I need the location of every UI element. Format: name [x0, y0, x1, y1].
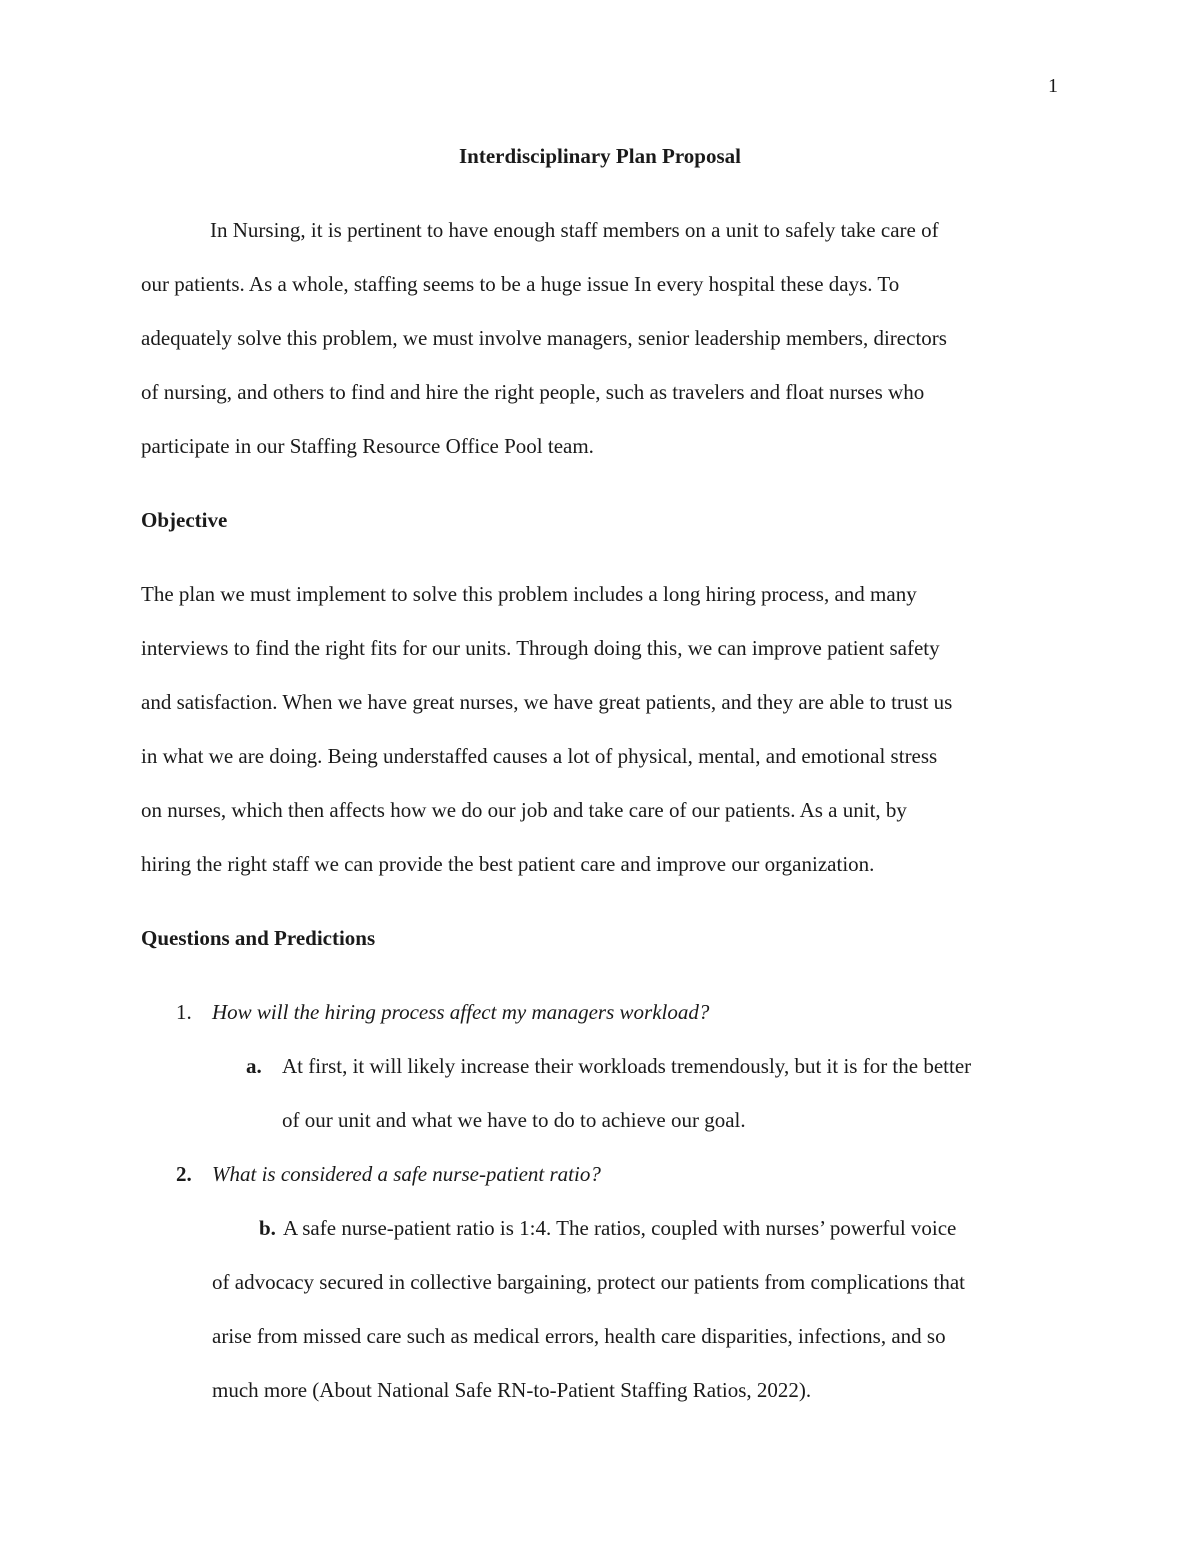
intro-line: our patients. As a whole, staffing seems to be a huge issue In every hospital these days. To — [141, 272, 900, 296]
intro-line: of nursing, and others to find and hire the right people, such as travelers and float nurses who — [141, 380, 925, 404]
objective-line: on nurses, which then affects how we do our job and take care of our patients. As a unit, by — [141, 798, 907, 822]
intro-line: In Nursing, it is pertinent to have enough staff members on a unit to safely take care of — [210, 218, 939, 242]
answer-line: A safe nurse-patient ratio is 1:4. The ratios, coupled with nurses’ powerful voice — [283, 1216, 957, 1240]
objective-line: The plan we must implement to solve this problem includes a long hiring process, and many — [141, 582, 917, 606]
objective-line: hiring the right staff we can provide the best patient care and improve our organization. — [141, 852, 875, 876]
objective-line: in what we are doing. Being understaffed causes a lot of physical, mental, and emotional stress — [141, 744, 938, 768]
page-number: 1 — [1048, 75, 1058, 97]
question-text: What is considered a safe nurse-patient ratio? — [212, 1162, 601, 1186]
answer-line: of our unit and what we have to do to achieve our goal. — [282, 1108, 746, 1132]
question-number: 2. — [176, 1162, 192, 1186]
answer-line: At first, it will likely increase their workloads tremendously, but it is for the better — [282, 1054, 972, 1078]
answer-line: of advocacy secured in collective bargaining, protect our patients from complications that — [212, 1270, 966, 1294]
answer-line: much more (About National Safe RN-to-Patient Staffing Ratios, 2022). — [212, 1378, 812, 1402]
question-number: 1. — [176, 1000, 192, 1024]
question-item — [176, 1160, 601, 1188]
answer-item — [246, 1052, 971, 1080]
answer-line: arise from missed care such as medical errors, health care disparities, infections, and so — [212, 1324, 946, 1348]
answer-item — [259, 1214, 956, 1242]
questions-heading: Questions and Predictions — [141, 926, 376, 950]
objective-line: interviews to find the right fits for our units. Through doing this, we can improve patient safety — [141, 636, 940, 660]
intro-line: participate in our Staffing Resource Office Pool team. — [141, 434, 594, 458]
answer-letter: a. — [246, 1054, 262, 1078]
answer-letter: b. — [259, 1216, 276, 1240]
objective-paragraph — [141, 567, 1061, 891]
objective-heading: Objective — [141, 508, 228, 532]
question-text: How will the hiring process affect my managers workload? — [212, 1000, 710, 1024]
intro-paragraph — [141, 203, 1061, 473]
objective-line: and satisfaction. When we have great nurses, we have great patients, and they are able to trust us — [141, 690, 953, 714]
intro-line: adequately solve this problem, we must involve managers, senior leadership members, directors — [141, 326, 947, 350]
question-item — [176, 998, 709, 1026]
document-title: Interdisciplinary Plan Proposal — [459, 144, 741, 168]
